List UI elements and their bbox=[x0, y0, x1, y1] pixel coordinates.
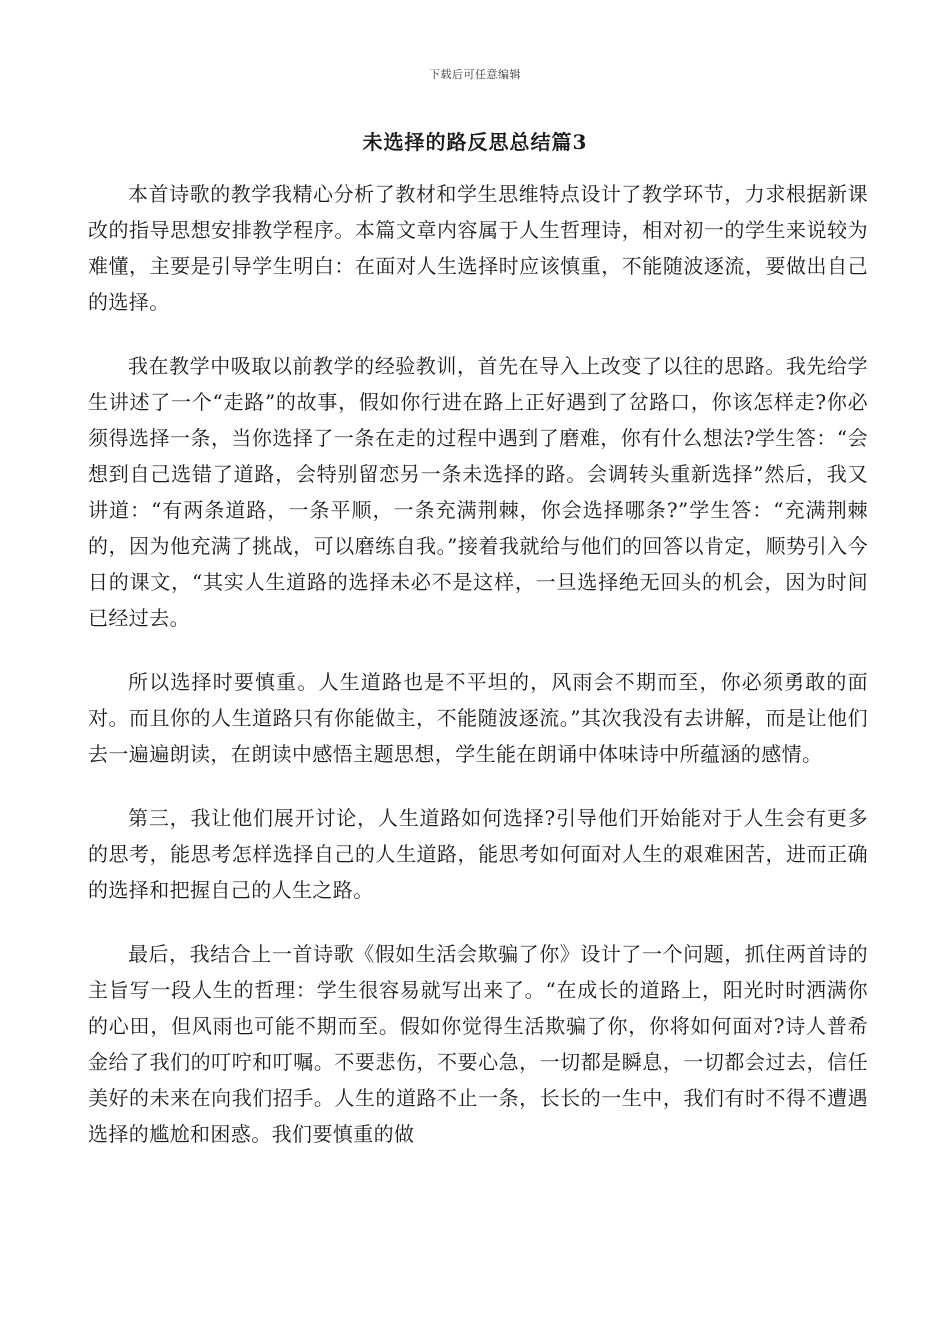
paragraph-1: 本首诗歌的教学我精心分析了教材和学生思维特点设计了教学环节，力求根据新课改的指导思想安排教学程序。本篇文章内容属于人生哲理诗，相对初一的学生来说较为难懂，主要是引导学生明白：在面对人生选择时应该慎重，不能随波逐流，要做出自己的选择。 bbox=[88, 182, 868, 314]
document-body bbox=[88, 176, 868, 1180]
paragraph-2: 我在教学中吸取以前教学的经验教训，首先在导入上改变了以往的思路。我先给学生讲述了一个“走路”的故事，假如你行进在路上正好遇到了岔路口，你该怎样走?你必须得选择一条，当你选择了一条在走的过程中遇到了磨难，你有什么想法?学生答：“会想到自己选错了道路，会特别留恋另一条未选择的路。会调转头重新选择”然后，我又讲道：“有两条道路，一条平顺，一条充满荆棘，你会选择哪条?”学生答：“充满荆棘的，因为他充满了挑战，可以磨练自我。”接着我就给与他们的回答以肯定，顺势引入今日的课文，“其实人生道路的选择未必不是这样，一旦选择绝无回头的机会，因为时间已经过去。 bbox=[88, 354, 868, 630]
header-note: 下载后可任意编辑 bbox=[429, 68, 521, 81]
paragraph-4: 第三，我让他们展开讨论，人生道路如何选择?引导他们开始能对于人生会有更多的思考，能思考怎样选择自己的人生道路，能思考如何面对人生的艰难困苦，进而正确的选择和把握自己的人生之路。 bbox=[88, 806, 868, 902]
paragraph-5: 最后，我结合上一首诗歌《假如生活会欺骗了你》设计了一个问题，抓住两首诗的主旨写一段人生的哲理：学生很容易就写出来了。“在成长的道路上，阳光时时洒满你的心田，但风雨也可能不期而至。假如你觉得生活欺骗了你，你将如何面对?诗人普希金给了我们的叮咛和叮嘱。不要悲伤，不要心急，一切都是瞬息，一切都会过去，信任美好的未来在向我们招手。人生的道路不止一条，长长的一生中，我们有时不得不遭遇选择的尴尬和困惑。我们要慎重的做 bbox=[88, 942, 868, 1146]
paragraph-3: 所以选择时要慎重。人生道路也是不平坦的，风雨会不期而至，你必须勇敢的面对。而且你的人生道路只有你能做主，不能随波逐流。”其次我没有去讲解，而是让他们去一遍遍朗读，在朗读中感悟主题思想，学生能在朗诵中体味诗中所蕴涵的感情。 bbox=[88, 670, 868, 766]
document-title: 未选择的路反思总结篇3 bbox=[362, 130, 588, 154]
